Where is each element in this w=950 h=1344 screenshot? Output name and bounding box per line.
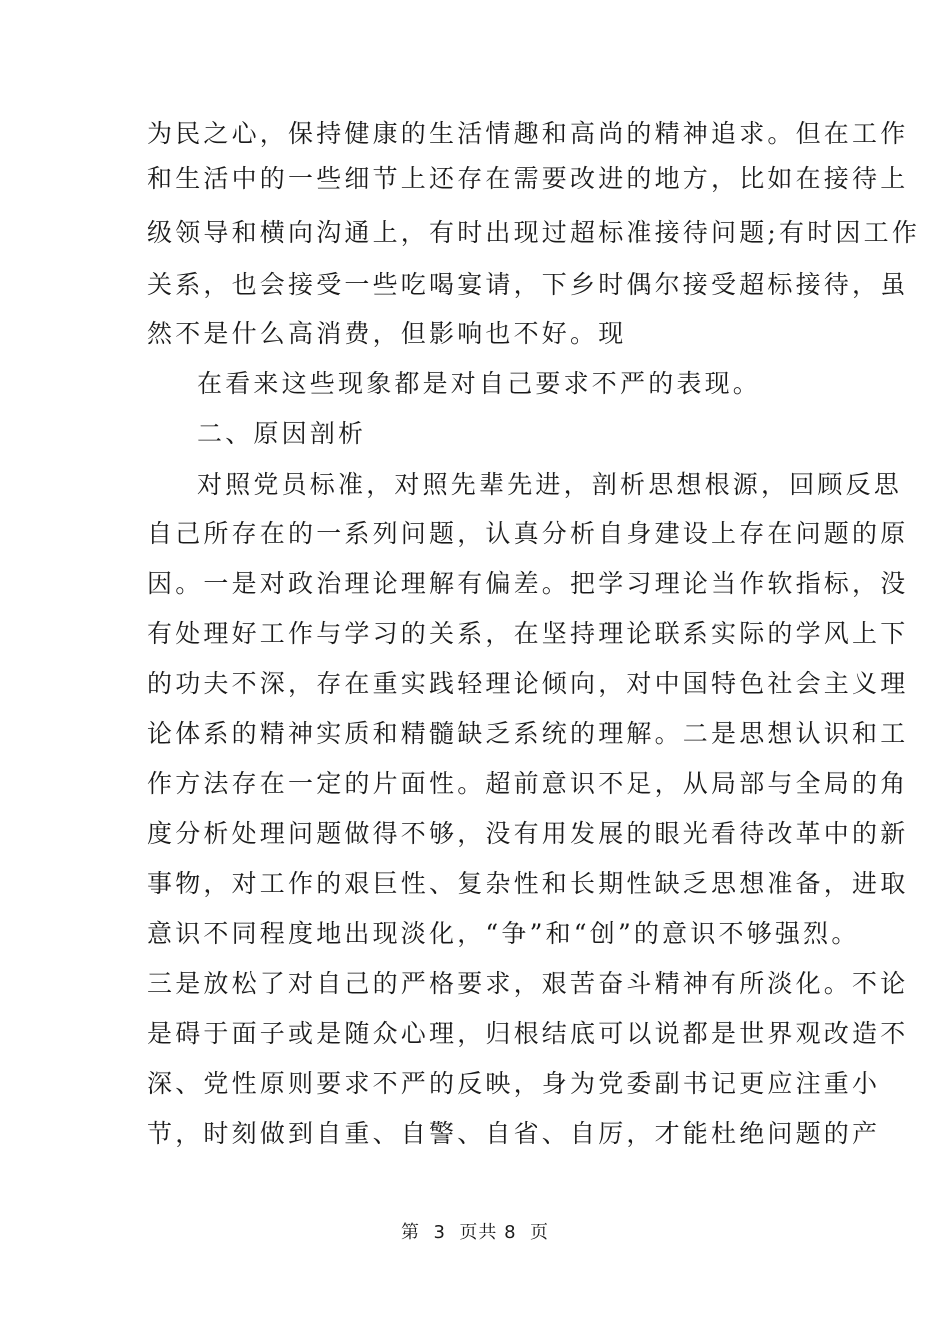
text-line-5: 然不是什么高消费，但影响也不好。现 bbox=[147, 319, 627, 348]
text-line-15: 度分析处理问题做得不够，没有用发展的眼光看待改革中的新 bbox=[147, 819, 909, 848]
text-line-20: 深、党性原则要求不严的反映，身为党委副书记更应注重小 bbox=[147, 1069, 881, 1098]
text-line-3: 级领导和横向沟通上，有时出现过超标准接待问题;有时因工作 bbox=[147, 218, 921, 247]
text-line-17: 意识不同程度地出现淡化，“争”和“创”的意识不够强烈。 bbox=[147, 919, 860, 948]
text-line-9: 自己所存在的一系列问题，认真分析自身建设上存在问题的原 bbox=[147, 519, 909, 548]
text-line-10: 因。一是对政治理论理解有偏差。把学习理论当作软指标，没 bbox=[147, 569, 909, 598]
text-line-18: 三是放松了对自己的严格要求，艰苦奋斗精神有所淡化。不论 bbox=[147, 969, 909, 998]
section-heading: 二、原因剖析 bbox=[197, 419, 367, 448]
page-number-footer: 第 3 页共 8 页 bbox=[401, 1222, 549, 1243]
text-line-21: 节，时刻做到自重、自警、自省、自厉，才能杜绝问题的产 bbox=[147, 1119, 881, 1148]
text-line-2: 和生活中的一些细节上还存在需要改进的地方，比如在接待上 bbox=[147, 164, 909, 193]
text-line-6: 在看来这些现象都是对自己要求不严的表现。 bbox=[197, 369, 762, 398]
text-line-11: 有处理好工作与学习的关系，在坚持理论联系实际的学风上下 bbox=[147, 619, 909, 648]
text-line-4: 关系，也会接受一些吃喝宴请，下乡时偶尔接受超标接待，虽 bbox=[147, 270, 909, 299]
text-line-19: 是碍于面子或是随众心理，归根结底可以说都是世界观改造不 bbox=[147, 1019, 909, 1048]
text-line-12: 的功夫不深，存在重实践轻理论倾向，对中国特色社会主义理 bbox=[147, 669, 909, 698]
text-line-16: 事物，对工作的艰巨性、复杂性和长期性缺乏思想准备，进取 bbox=[147, 869, 909, 898]
text-line-8: 对照党员标准，对照先辈先进，剖析思想根源，回顾反思 bbox=[197, 470, 903, 499]
text-line-1: 为民之心，保持健康的生活情趣和高尚的精神追求。但在工作 bbox=[147, 119, 909, 148]
text-line-14: 作方法存在一定的片面性。超前意识不足，从局部与全局的角 bbox=[147, 769, 909, 798]
text-line-13: 论体系的精神实质和精髓缺乏系统的理解。二是思想认识和工 bbox=[147, 719, 909, 748]
